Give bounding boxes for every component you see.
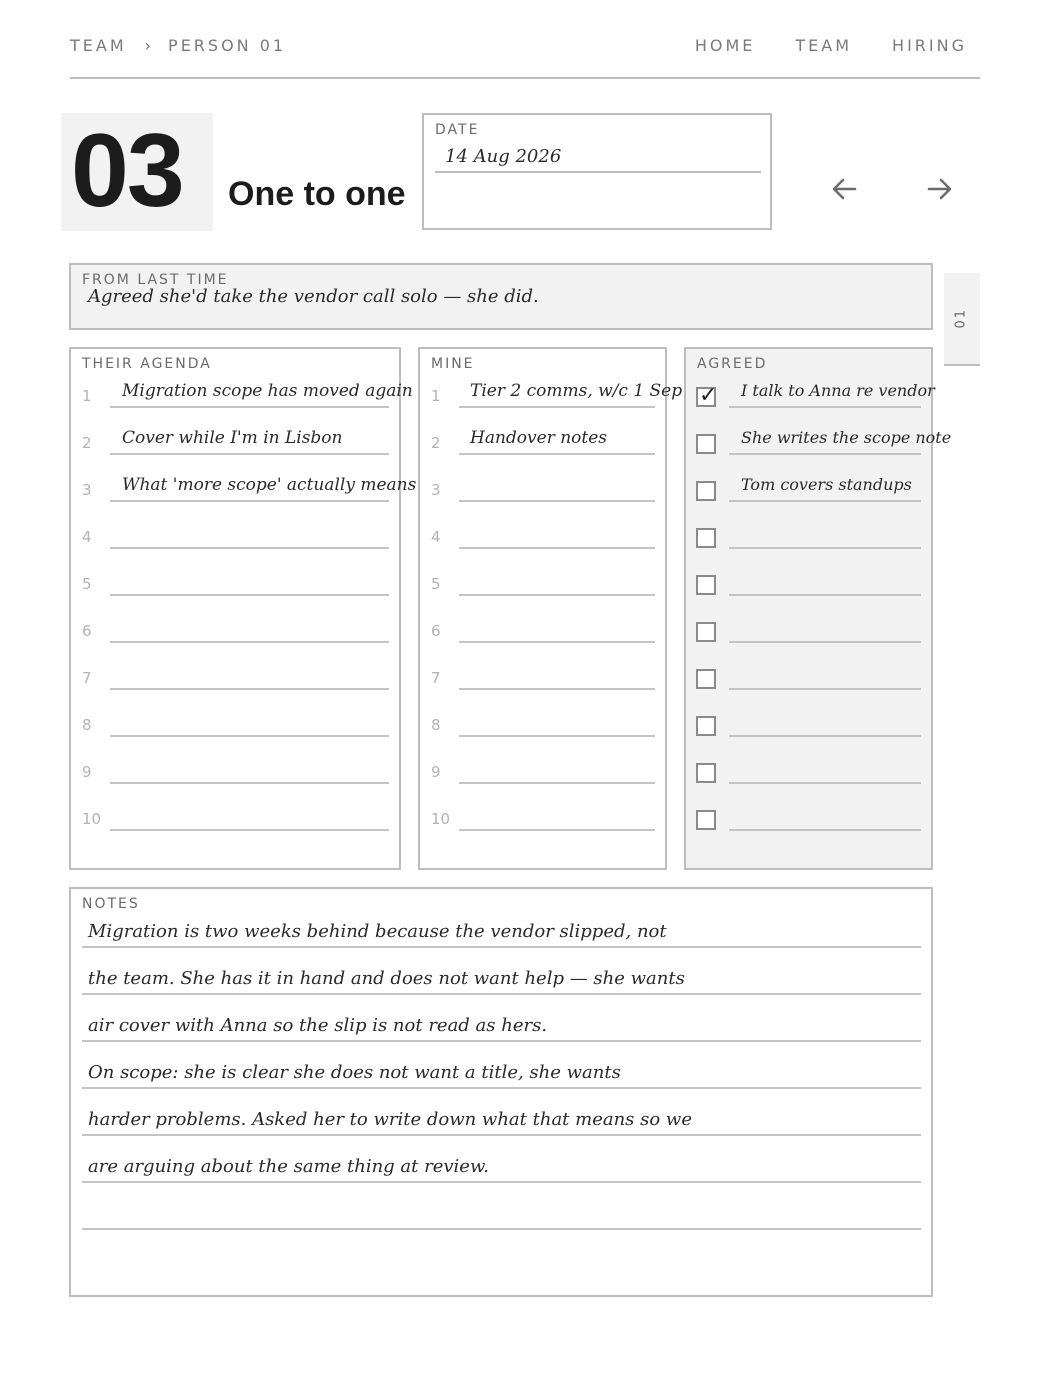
their-agenda-row-line <box>110 406 389 408</box>
notes-rule <box>82 1087 921 1089</box>
their-agenda-row-line <box>110 735 389 737</box>
their-agenda-row-number: 6 <box>82 622 92 640</box>
nav-home[interactable]: HOME <box>694 36 756 55</box>
mine-row-number: 4 <box>431 528 441 546</box>
mine-row-line <box>459 500 655 502</box>
their-agenda-row-text[interactable]: What 'more scope' actually means <box>122 475 417 495</box>
mine-row-line <box>459 782 655 784</box>
agreed-row-line <box>729 500 921 502</box>
agreed-checkbox[interactable] <box>696 383 718 408</box>
their-agenda-row-text[interactable]: Cover while I'm in Lisbon <box>122 428 343 448</box>
mine-row-line <box>459 829 655 831</box>
agreed-checkbox[interactable] <box>696 481 716 501</box>
mine-panel <box>418 347 667 870</box>
page-tab-label: 01 <box>953 307 969 329</box>
their-agenda-row-line <box>110 453 389 455</box>
agreed-label: AGREED <box>697 356 768 372</box>
mine-row-line <box>459 641 655 643</box>
date-underline <box>435 171 761 173</box>
from-last-time-text[interactable]: Agreed she'd take the vendor call solo — she did. <box>88 286 539 307</box>
agreed-panel <box>684 347 933 870</box>
mine-row-number: 2 <box>431 434 441 452</box>
breadcrumb-separator-icon: › <box>144 36 155 55</box>
agreed-row-line <box>729 453 921 455</box>
agreed-checkbox[interactable] <box>696 810 716 830</box>
mine-row-line <box>459 453 655 455</box>
their-agenda-row-line <box>110 594 389 596</box>
nav-hiring[interactable]: HIRING <box>892 36 967 55</box>
agreed-row-line <box>729 547 921 549</box>
mine-row-number: 1 <box>431 387 441 405</box>
agreed-checkbox[interactable] <box>696 716 716 736</box>
arrow-right-icon[interactable] <box>924 172 954 206</box>
their-agenda-row-text[interactable]: Migration scope has moved again <box>122 381 413 401</box>
notes-line-text[interactable]: are arguing about the same thing at review. <box>88 1156 489 1177</box>
agreed-checkbox[interactable] <box>696 434 716 454</box>
date-value[interactable]: 14 Aug 2026 <box>445 146 562 167</box>
mine-row-number: 10 <box>431 810 451 828</box>
mine-row-line <box>459 735 655 737</box>
their-agenda-row-line <box>110 688 389 690</box>
agreed-row-line <box>729 594 921 596</box>
agreed-row-line <box>729 782 921 784</box>
mine-row-text[interactable]: Handover notes <box>470 428 608 448</box>
their-agenda-row-line <box>110 641 389 643</box>
notes-line-text[interactable]: On scope: she is clear she does not want a title, she wants <box>88 1062 621 1083</box>
agreed-checkbox[interactable] <box>696 763 716 783</box>
agreed-row-text[interactable]: Tom covers standups <box>741 475 912 494</box>
agreed-checkbox[interactable] <box>696 622 716 642</box>
their-agenda-row-number: 5 <box>82 575 92 593</box>
their-agenda-row-number: 3 <box>82 481 92 499</box>
agreed-checkbox[interactable] <box>696 575 716 595</box>
notes-rule <box>82 1181 921 1183</box>
notes-box[interactable] <box>69 887 933 1297</box>
mine-row-number: 6 <box>431 622 441 640</box>
header-divider <box>70 77 980 79</box>
notes-line-text[interactable]: harder problems. Asked her to write down what that means so we <box>88 1109 692 1130</box>
arrow-left-icon[interactable] <box>830 172 860 206</box>
mine-row-number: 9 <box>431 763 441 781</box>
mine-label: MINE <box>431 356 475 372</box>
notes-rule <box>82 1134 921 1136</box>
session-number: 03 <box>71 113 183 229</box>
agreed-row-line <box>729 406 921 408</box>
mine-row-line <box>459 406 655 408</box>
breadcrumb-root[interactable]: TEAM <box>70 36 127 55</box>
their-agenda-row-line <box>110 782 389 784</box>
breadcrumb <box>70 36 286 55</box>
from-last-time-label: FROM LAST TIME <box>82 272 229 288</box>
mine-row-number: 8 <box>431 716 441 734</box>
mine-row-number: 3 <box>431 481 441 499</box>
their-agenda-row-number: 8 <box>82 716 92 734</box>
mine-row-text[interactable]: Tier 2 comms, w/c 1 Sep <box>470 381 683 401</box>
their-agenda-row-line <box>110 829 389 831</box>
their-agenda-row-line <box>110 547 389 549</box>
notes-rule <box>82 1040 921 1042</box>
date-label: DATE <box>435 122 480 138</box>
agreed-checkbox[interactable] <box>696 669 716 689</box>
mine-row-line <box>459 688 655 690</box>
their-agenda-row-line <box>110 500 389 502</box>
mine-row-number: 5 <box>431 575 441 593</box>
their-agenda-row-number: 1 <box>82 387 92 405</box>
notes-line-text[interactable]: the team. She has it in hand and does not want help — she wants <box>88 968 685 989</box>
notes-line-text[interactable]: air cover with Anna so the slip is not read as hers. <box>88 1015 548 1036</box>
their-agenda-label: THEIR AGENDA <box>82 356 212 372</box>
agreed-row-text[interactable]: She writes the scope note <box>741 428 952 447</box>
nav-team[interactable]: TEAM <box>795 36 853 55</box>
page-title: One to one <box>228 175 406 213</box>
notes-line-text[interactable]: Migration is two weeks behind because the vendor slipped, not <box>88 921 667 942</box>
agreed-row-text[interactable]: I talk to Anna re vendor <box>741 381 935 400</box>
their-agenda-panel <box>69 347 401 870</box>
check-icon: ✓ <box>699 383 718 408</box>
their-agenda-row-number: 9 <box>82 763 92 781</box>
agreed-row-line <box>729 829 921 831</box>
agreed-row-line <box>729 735 921 737</box>
notes-rule <box>82 946 921 948</box>
agreed-row-line <box>729 641 921 643</box>
mine-row-number: 7 <box>431 669 441 687</box>
agreed-checkbox[interactable] <box>696 528 716 548</box>
their-agenda-row-number: 7 <box>82 669 92 687</box>
their-agenda-row-number: 4 <box>82 528 92 546</box>
their-agenda-row-number: 10 <box>82 810 102 828</box>
top-nav <box>695 36 967 55</box>
mine-row-line <box>459 594 655 596</box>
notes-label: NOTES <box>82 896 140 912</box>
breadcrumb-current: PERSON 01 <box>168 36 287 55</box>
their-agenda-row-number: 2 <box>82 434 92 452</box>
agreed-row-line <box>729 688 921 690</box>
notes-rule <box>82 1228 921 1230</box>
page-tab[interactable] <box>944 273 980 366</box>
mine-row-line <box>459 547 655 549</box>
notes-rule <box>82 993 921 995</box>
